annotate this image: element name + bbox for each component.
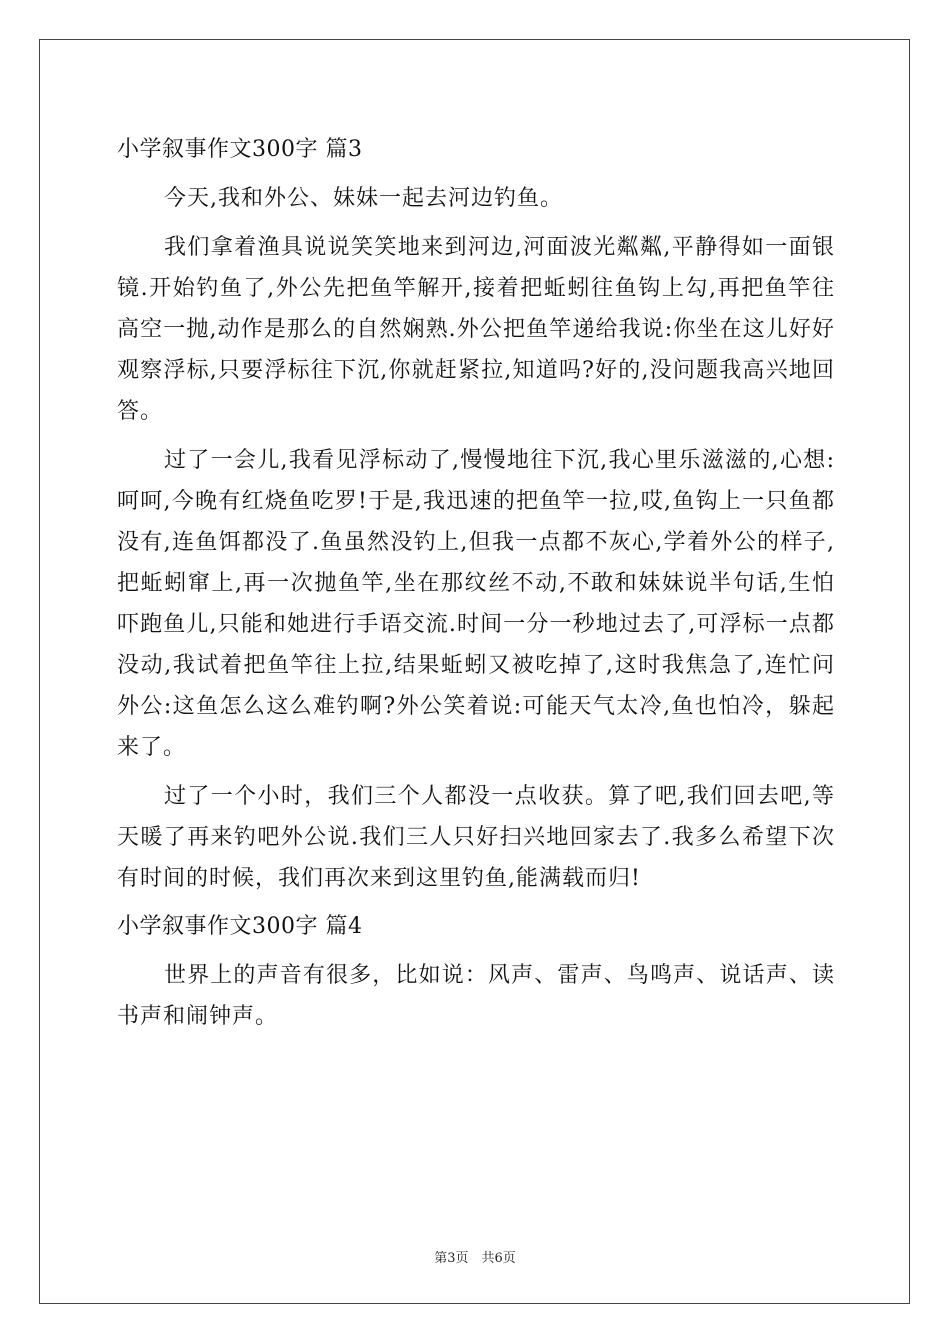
document-body: [117, 126, 835, 1041]
paragraph: 今天,我和外公、妹妹一起去河边钓鱼。: [164, 186, 563, 211]
paragraph: 世界上的声音有很多，比如说：风声、雷声、鸟鸣声、说话声、读书声和闹钟声。: [117, 963, 835, 1029]
section-heading: 小学叙事作文300字 篇3: [117, 137, 363, 162]
paragraph: 过了一会儿,我看见浮标动了,慢慢地往下沉,我心里乐滋滋的,心想:呵呵,今晚有红烧鱼吃罗!于是,我迅速的把鱼竿一拉,哎,鱼钩上一只鱼都没有,连鱼饵都没了.鱼虽然没钓上,但我一点都不灰心,学着外公的样子,把蚯蚓窜上,再一次抛鱼竿,坐在那纹丝不动,不敢和妹妹说半句话,生怕吓跑鱼儿,只能和她进行手语交流.时间一分一秒地过去了,可浮标一点都没动,我试着把鱼竿往上拉,结果蚯蚓又被吃掉了,这时我焦急了,连忙问外公:这鱼怎么这么难钓啊?外公笑着说:可能天气太冷,鱼也怕冷，躲起来了。: [117, 448, 835, 760]
page-number-footer: 第3页 共6页: [434, 1251, 516, 1266]
paragraph: 过了一个小时，我们三个人都没一点收获。算了吧,我们回去吧,等天暖了再来钓吧外公说.我们三人只好扫兴地回家去了.我多么希望下次有时间的时候，我们再次来到这里钓鱼,能满载而归!: [117, 784, 835, 891]
section-heading: 小学叙事作文300字 篇4: [117, 914, 363, 939]
paragraph: 我们拿着渔具说说笑笑地来到河边,河面波光粼粼,平静得如一面银镜.开始钓鱼了,外公先把鱼竿解开,接着把蚯蚓往鱼钩上勾,再把鱼竿往高空一抛,动作是那么的自然娴熟.外公把鱼竿递给我说:你坐在这儿好好观察浮标,只要浮标往下沉,你就赶紧拉,知道吗?好的,没问题我高兴地回答。: [117, 235, 835, 424]
